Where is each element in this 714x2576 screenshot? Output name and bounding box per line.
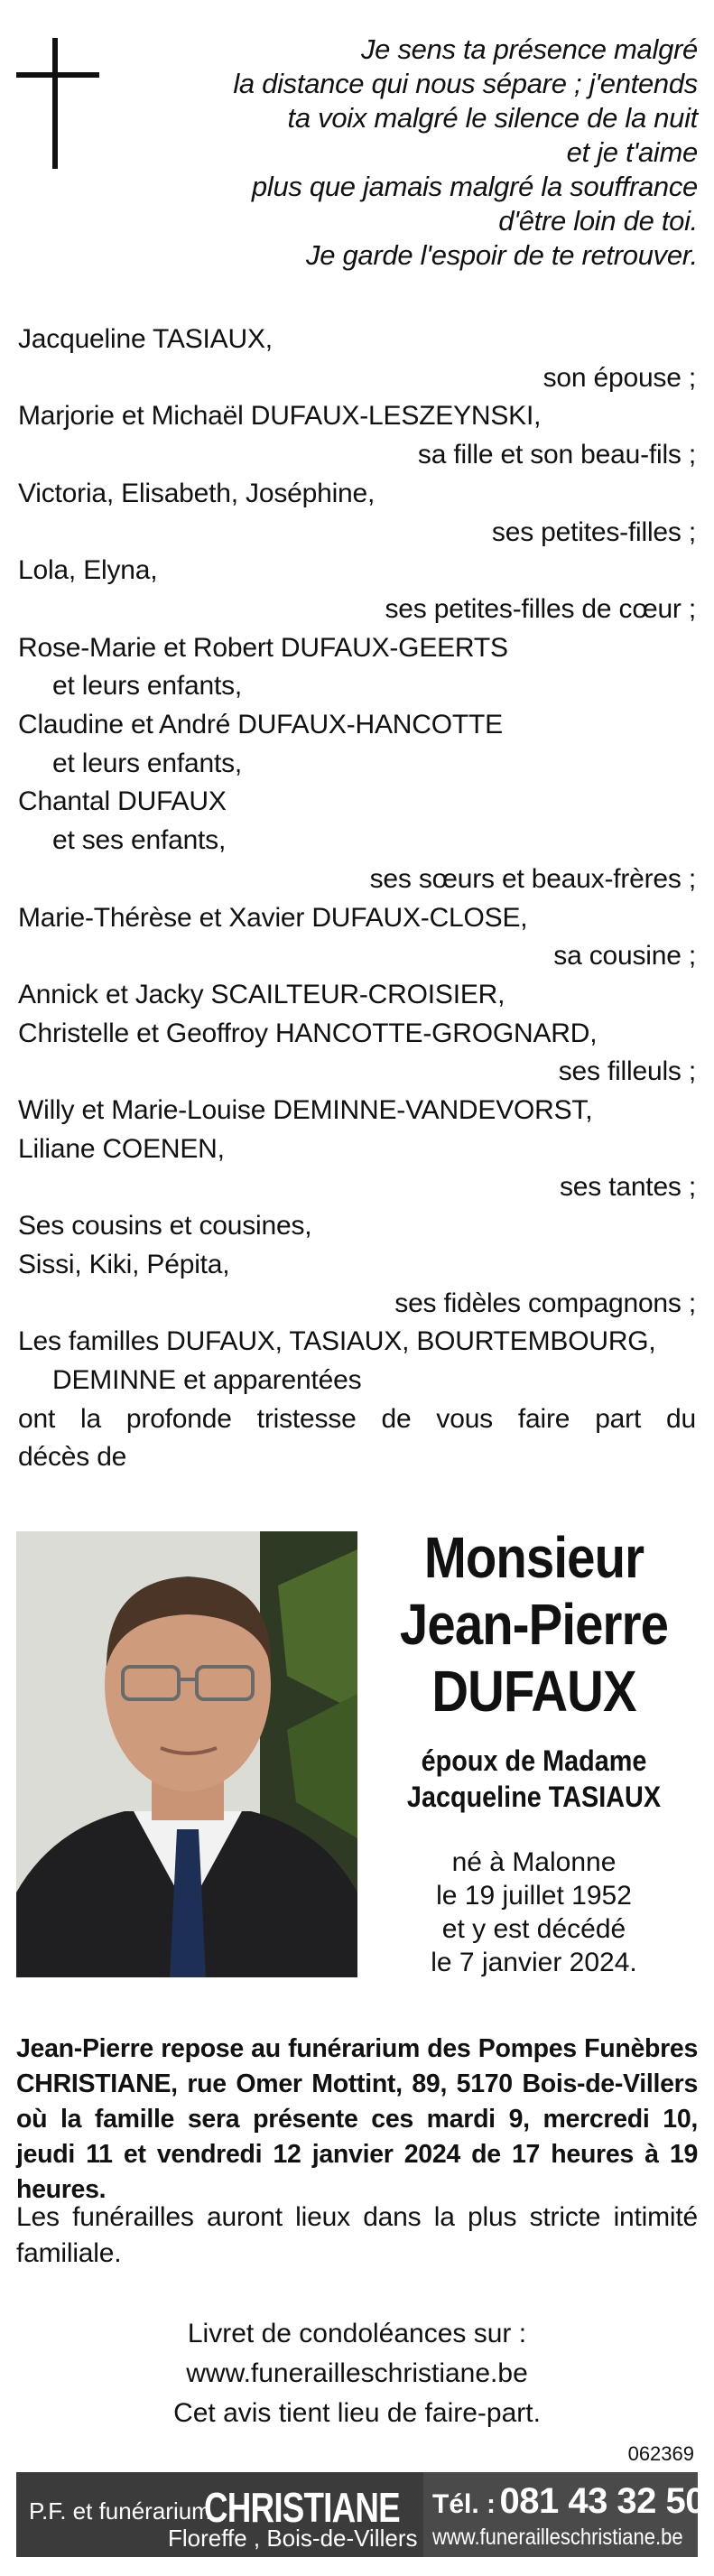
family-line: ses filleuls ; — [558, 1056, 696, 1087]
family-list — [18, 321, 696, 1477]
family-line: Claudine et André DUFAUX-HANCOTTE — [18, 710, 503, 740]
reference-number: 062369 — [627, 2442, 694, 2465]
family-line: et leurs enfants, — [52, 748, 243, 778]
deceased-name-block — [370, 1524, 698, 1725]
family-line: ses petites-filles de cœur ; — [385, 593, 696, 624]
poem-line: ta voix malgré le silence de la nuit — [287, 102, 698, 134]
repose-paragraph: Jean-Pierre repose au funérarium des Pompes Funèbres CHRISTIANE, rue Omer Mottint, 89, 5170 Bois-de-Villers où la famille sera présente ces mardi 9, mercredi 10, jeudi 11 et vendredi 12 janvier 2024 de 17 heures à 19 heures. — [16, 2034, 698, 2204]
family-line: ses sœurs et beaux-frères ; — [369, 863, 696, 894]
poem-line: Je garde l'espoir de te retrouver. — [306, 239, 698, 271]
pf-label: P.F. et funérarium — [29, 2497, 211, 2525]
family-line: Christelle et Geoffroy HANCOTTE-GROGNARD, — [18, 1018, 598, 1048]
family-line: son épouse ; — [542, 362, 696, 393]
family-line: Jacqueline TASIAUX, — [18, 324, 273, 354]
family-line: Lola, Elyna, — [18, 555, 158, 586]
condolences-label: Livret de condoléances sur : — [187, 2319, 527, 2348]
banner-left — [16, 2472, 422, 2557]
poem-line: la distance qui nous sépare ; j'entends — [233, 68, 698, 99]
condolences-block — [0, 2314, 714, 2433]
poem-line: et je t'aime — [566, 136, 698, 168]
family-line: Rose-Marie et Robert DUFAUX-GEERTS — [18, 632, 508, 663]
poem-line: plus que jamais malgré la souffrance — [251, 171, 698, 202]
family-line: ses tantes ; — [559, 1172, 696, 1203]
family-line: Annick et Jacky SCAILTEUR-CROISIER, — [18, 979, 505, 1009]
deceased-title: Monsieur — [423, 1525, 644, 1590]
family-line: Les familles DUFAUX, TASIAUX, BOURTEMBOURG, — [18, 1326, 656, 1357]
deceased-last-name: DUFAUX — [431, 1659, 636, 1724]
poem — [138, 33, 698, 273]
family-line: Chantal DUFAUX — [18, 786, 227, 817]
poem-line: Je sens ta présence malgré — [360, 33, 698, 65]
family-line: Sissi, Kiki, Pépita, — [18, 1249, 230, 1279]
brand-name: CHRISTIANE — [204, 2484, 400, 2531]
family-line: Liliane COENEN, — [18, 1133, 225, 1164]
phone-label: Tél. : — [432, 2489, 496, 2519]
family-line: ont la profonde tristesse de vous faire part du — [18, 1403, 696, 1434]
website-link[interactable]: www.funerailleschristiane.be — [432, 2525, 683, 2550]
poem-line: d'être loin de toi. — [498, 205, 698, 237]
deceased-photo — [16, 1531, 357, 1977]
spouse-block — [370, 1743, 698, 1815]
family-line: et leurs enfants, — [52, 671, 243, 702]
family-line: sa cousine ; — [553, 941, 696, 972]
family-line: Willy et Marie-Louise DEMINNE-VANDEVORST, — [18, 1095, 593, 1126]
family-line: Victoria, Elisabeth, Joséphine, — [18, 478, 376, 508]
notice-text: Cet avis tient lieu de faire-part. — [173, 2398, 541, 2428]
death-place: et y est décédé — [441, 1914, 626, 1944]
spouse-name: Jacqueline TASIAUX — [406, 1781, 662, 1813]
family-line: ses fidèles compagnons ; — [394, 1288, 696, 1318]
family-line: ses petites-filles ; — [491, 516, 696, 547]
condolences-url-link[interactable]: www.funerailleschristiane.be — [186, 2358, 528, 2388]
family-line: et ses enfants, — [52, 825, 227, 856]
spouse-line: époux de Madame — [421, 1744, 647, 1777]
phone-number[interactable]: 081 43 32 50 — [499, 2481, 706, 2521]
death-date: le 7 janvier 2024. — [431, 1948, 637, 1977]
dates-block — [370, 1846, 698, 1979]
family-line: décès de — [18, 1442, 127, 1473]
funeral-paragraph: Les funérailles auront lieux dans la plus stricte intimité familiale. — [16, 2202, 698, 2268]
banner-right — [423, 2472, 706, 2557]
birth-date: le 19 juillet 1952 — [436, 1881, 632, 1911]
family-line: Marjorie et Michaël DUFAUX-LESZEYNSKI, — [18, 401, 542, 432]
family-line: Ses cousins et cousines, — [18, 1211, 312, 1242]
family-line: Marie-Thérèse et Xavier DUFAUX-CLOSE, — [18, 902, 528, 933]
birth-place: né à Malonne — [451, 1847, 617, 1877]
deceased-first-name: Jean-Pierre — [399, 1592, 669, 1657]
locations: Floreffe , Bois-de-Villers — [168, 2525, 418, 2552]
funeral-home-banner — [16, 2472, 706, 2557]
family-line: sa fille et son beau-fils ; — [417, 440, 696, 470]
phone-line — [432, 2481, 705, 2522]
cross-icon — [16, 38, 99, 169]
family-line: DEMINNE et apparentées — [52, 1364, 362, 1395]
